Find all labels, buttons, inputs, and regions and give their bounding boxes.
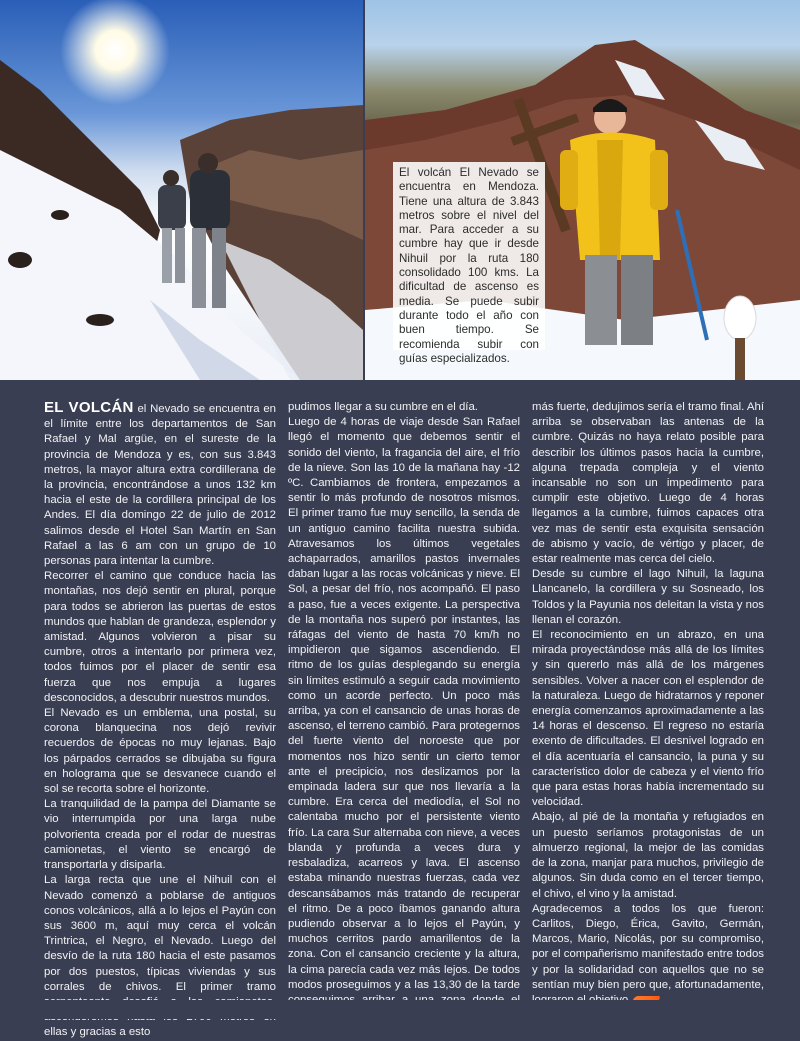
paragraph: Desde su cumbre el lago Nihuil, la laguna Llancanelo, la cordillera y su Sosneado, los Toldos y la Payunia nos deleitan la vista y nos llenan el corazón. (532, 568, 764, 626)
paragraph: El reconocimiento en un abrazo, en una mirada proyectándose más allá de los límites y sin quererlo más allá de los márgenes sensibles. Volver a nacer con el esplendor de la naturaleza. Luego de hidratarnos y reponer energía comenzamos aproximadamente a las 14 horas el descenso. El regreso no estaría exento de dificultades. El desnivel logrado en el día acentuaría el cansancio, la puna y su característico dolor de cabeza y el viento frío que para estas horas había incrementado su velocidad. (532, 629, 764, 809)
paragraph-text: el Nevado se encuentra en el límite entre los departamentos de San Rafael y Mal argüe, en el sureste de la provincia de Mendoza y es, con sus 3.843 metros, la mayor altura extra cordillerana de la provincia, encontrándose a unos 132 km hacia el este de la cordillera principal de los Andes. El día domingo 22 de julio de 2012 salimos desde el Hotel San Martín en San Rafael a las 6 am con un grupo de 10 personas para intentar la cumbre. (44, 403, 276, 568)
paragraph: Recorrer el camino que conduce hacia las montañas, nos dejó sentir en plural, porque para todos se abrieron las puertas de estos mundos que hablan de grandeza, esplendor y amistad. Algunos volvieron a pisar su cumbre, otros a intentarlo por primera vez, todos fuimos por el placer de sentir esa fuerza que nos empuja a lugares desconocidos, a descubrir nuestros mundos. (44, 570, 276, 704)
paragraph (532, 902, 764, 1008)
page-footer-band (0, 1000, 800, 1019)
photo-hikers (0, 0, 363, 380)
hiker-back (158, 170, 186, 283)
paragraph: Luego de 4 horas de viaje desde San Rafael llegó el momento que debemos sentir el sonido del viento, la fragancia del aire, el frío de la nieve. Son las 10 de la mañana hay -12 ºC. Cambiamos de frontera, empezamos a sentir lo más profundo de nosotros mismos. El primer tramo fue muy sencillo, la senda de un antiguo camino facilita nuestra subida. Atravesamos los últimos vegetales achaparrados, amarillos pastos invernales daban lugar a las rocas volcánicas y nieve. El Sol, a pesar del frío, nos acompañó. El paso a paso, fue a veces exigente. La perspectiva de la montaña nos superó por instantes, las ráfagas del viento de hasta 70 km/h no impidieron que sigamos ascendiendo. El ritmo de los guías desplegando su energía sin límites estimuló a seguir cada movimiento como un acorde perfecto. Un poco más arriba, ya con el cansancio de unas horas de ascenso, el terreno cambió. Para protegernos del fuerte viento del noroeste que por momentos nos hizo sentir un cierto temor ante el precipicio, nos deslizamos por la empinada ladera sur que nos llevaría a la cumbre. Era cerca del mediodía, el Sol no calentaba mucho por el persistente viento frío. La cara Sur alternaba con nieve, a veces blanda y profunda a veces dura y resbaladiza, acarreos y lava. El ascenso estaba minando nuestras fuerzas, cada vez descansábamos más tratando de recuperar el ritmo. De a poco íbamos ganando altura pudiendo observar a lo lejos el Payún, y muchos cerritos pardo amarillentos de la zona. Con el cansancio creciente y la altura, la cima parecía cada vez más lejos. De todos modos proseguimos y a las 13,30 de la tarde (288, 416, 520, 991)
lead-heading: EL VOLCÁN (44, 399, 134, 416)
photo-caption: El volcán El Nevado se encuentra en Mendoza. Tiene una altura de 3.843 metros sobre el nivel del mar. Para acceder a su cumbre hay que ir desde Nihuil por la ruta 180 consolidado 100 kms. La dificultad de ascenso es media. Se puede subir durante todo el año con buen tiempo. Se recomienda subir con guías especializados. (393, 162, 545, 350)
sun (60, 0, 170, 105)
article-column-1 (44, 399, 276, 1039)
paragraph: La larga recta que une el Nihuil con el Nevado comenzó a poblarse de antiguos conos volcánicos, allá a lo lejos el Payún con sus 3600 m, aquí muy cerca el volcán Trintrica, el Negro, el Nevado. Luego del desvío de la ruta 180 hacia el este pasamos por dos puestos, típicas viviendas y sus corrales de chivos. El primer tramo ellas y gracias a esto (44, 874, 276, 1039)
article-column-2 (288, 400, 520, 990)
article-column-3 (532, 400, 764, 990)
article-body (44, 399, 780, 1039)
paragraph-text: Agradecemos a todos los que fueron: Carlitos, Diego, Érica, Gavito, Germán, Marcos, Mario, Nicolás, por su compromiso, por el compañerismo manifestado entre todos y por la solidaridad con aquellos que no se sentían muy bien pero que, afortunadamente, (532, 902, 764, 991)
paragraph: El Nevado es un emblema, una postal, su corona blanquecina nos dejó revivir recuerdos de épocas no muy lejanas. Bajo los párpados cerrados se dibujaba su figura en holograma que se desvanece cuando el sol se recorta sobre el horizonte. (44, 707, 276, 796)
paragraph: más fuerte, dedujimos sería el tramo final. Ahí arriba se observaban las antenas de la cumbre. Quizás no haya relato posible para describir los últimos pasos hacia la cumbre, alguna trepada compleja y el viento incansable no son un impedimento para cumplir este objetivo. Luego de 4 horas llegamos a la cumbre, fuimos capaces otra vez mas de sentir esta exquisita sensación de abismo y vacío, de vértigo y placer, de estar realmente mas cerca del cielo. (532, 401, 764, 566)
paragraph (44, 400, 276, 569)
rock (51, 210, 69, 220)
rock (8, 252, 32, 268)
paragraph: La tranquilidad de la pampa del Diamante se vio interrumpida por una larga nube polvorienta creada por el rodar de nuestras camionetas, el viento se encargó de transportarla y disiparla. (44, 798, 276, 872)
photo-hikers-illustration (0, 0, 363, 380)
photo-strip (0, 0, 800, 380)
rock (86, 314, 114, 326)
paragraph: Abajo, al pié de la montaña y refugiados en un puesto seríamos protagonistas de un almuerzo regional, la mejor de las comidas de la zona, manjar para muchos, privilegio de algunos. Sin duda como en el tercer tiempo, el chivo, el vino y la amistad. (532, 811, 764, 900)
paragraph: pudimos llegar a su cumbre en el día. (288, 401, 478, 413)
